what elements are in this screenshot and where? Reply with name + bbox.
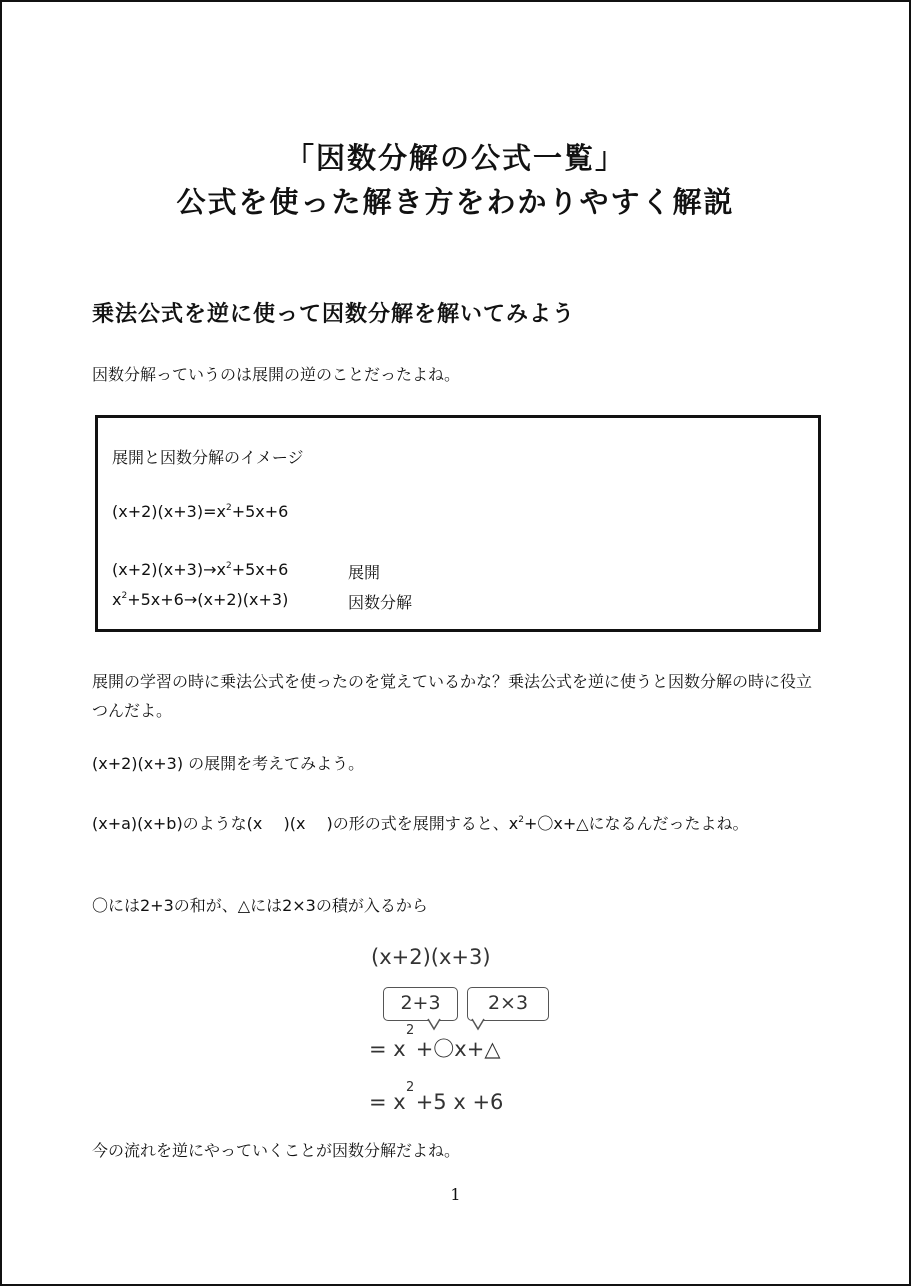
result-post: +5 x +6 (415, 1090, 504, 1114)
eq2-exponent: 2 (225, 561, 232, 571)
result-pre: = x (369, 1090, 406, 1114)
paragraph-conclusion: 今の流れを逆にやっていくことが因数分解だよね。 (92, 1141, 461, 1160)
intro-paragraph: 因数分解っていうのは展開の逆のことだったよね。 (92, 365, 461, 384)
symbolic-exponent: 2 (406, 1023, 415, 1038)
figure-line-symbolic (369, 1033, 500, 1063)
symbolic-post: +〇x+△ (415, 1037, 501, 1061)
eq2-right: +5x+6 (231, 560, 289, 579)
callout-product: 2×3 (467, 987, 549, 1021)
section-heading: 乗法公式を逆に使って因数分解を解いてみよう (92, 302, 576, 327)
paragraph-multiplication-formula: 展開の学習の時に乗法公式を使ったのを覚えているかな？乗法公式を逆に使うと因数分解の時に役立つんだよ。 (92, 672, 813, 720)
box-equation-1 (112, 502, 288, 521)
symbolic-pre: = x (369, 1037, 406, 1061)
paragraph-sum-product: 〇には2+3の和が、△には2×3の積が入るから (92, 896, 428, 915)
callout-sum: 2+3 (383, 987, 458, 1021)
figure-expression: (x+2)(x+3) (371, 945, 491, 969)
eq1-left: (x+2)(x+3)=x (112, 502, 226, 521)
result-exponent: 2 (406, 1080, 415, 1095)
title-line-2: 公式を使った解き方をわかりやすく解説 (176, 185, 735, 219)
figure-line-result (369, 1090, 503, 1114)
eq1-exponent: 2 (225, 503, 232, 513)
paragraph-consider-expansion: (x+2)(x+3) の展開を考えてみよう。 (92, 754, 365, 773)
eq2-left: (x+2)(x+3)→x (112, 560, 226, 579)
callout-pointers (372, 1018, 572, 1032)
general-form-pre: (x+a)(x+b)のような(x )(x )の形の式を展開すると、x (92, 814, 519, 833)
title-line-1: 「因数分解の公式一覧」 (284, 141, 626, 175)
paragraph-general-form (92, 806, 822, 838)
box-equation-3 (112, 590, 288, 609)
eq3-right: +5x+6→(x+2)(x+3) (127, 590, 289, 609)
page-number: 1 (450, 1185, 461, 1204)
box-title: 展開と因数分解のイメージ (112, 448, 304, 467)
general-form-post: +〇x+△になるんだったよね。 (523, 814, 749, 833)
expansion-label: 展開 (348, 563, 381, 582)
eq1-right: +5x+6 (231, 502, 289, 521)
general-form-exponent: 2 (518, 815, 524, 825)
box-equation-2 (112, 560, 288, 579)
expansion-factoring-box (95, 415, 821, 632)
factoring-label: 因数分解 (348, 593, 413, 612)
eq3-left: x (112, 590, 122, 609)
eq3-exponent: 2 (121, 591, 128, 601)
